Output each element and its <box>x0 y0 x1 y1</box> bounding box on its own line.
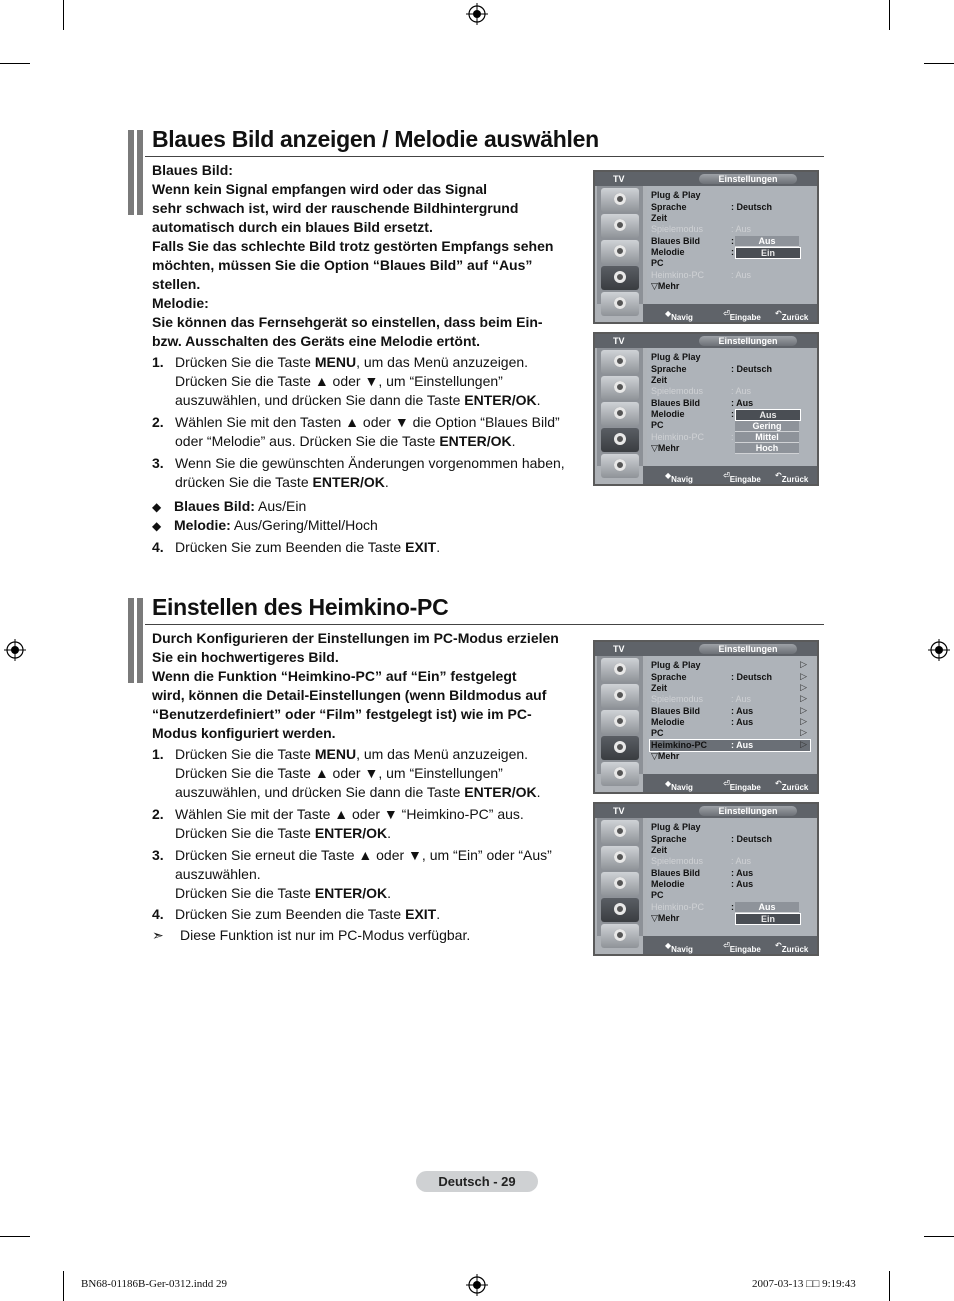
instruction-step <box>152 538 572 557</box>
step-text: Wenn Sie die gewünschten Änderungen vorgenommen haben, drücken Sie die Taste ENTER/OK. <box>175 455 565 490</box>
menu-row <box>651 845 667 856</box>
menu-title: Einstellungen <box>699 644 797 654</box>
menu-row-label: ▽Mehr <box>651 751 680 761</box>
menu-row <box>651 409 685 420</box>
menu-row-label: ▽Mehr <box>651 443 680 453</box>
menu-sidebar <box>597 818 643 936</box>
menu-category-icon <box>601 402 639 426</box>
menu-category-icon <box>601 658 639 682</box>
menu-option: Aus <box>735 409 801 421</box>
menu-row <box>651 751 679 762</box>
menu-row-label: PC <box>651 420 664 430</box>
menu-header-bar <box>595 334 817 348</box>
step-text: Wählen Sie mit der Taste ▲ oder ▼ “Heimkino-PC” aus. Drücken Sie die Taste ENTER/OK. <box>175 806 524 841</box>
menu-category-icon <box>601 376 639 400</box>
menu-row-label: Zeit <box>651 683 668 693</box>
enter-label: Eingabe <box>729 945 761 954</box>
menu-option: Mittel <box>735 432 799 443</box>
menu-row-value: : Aus <box>731 706 754 716</box>
intro-line: sehr schwach ist, wird der rauschende Bildhintergrund <box>152 200 519 216</box>
menu-row <box>651 902 704 913</box>
menu-category-icon <box>601 266 639 290</box>
instruction-step <box>152 353 572 410</box>
menu-option: Gering <box>735 421 799 432</box>
diamond-icon: ◆ <box>152 519 162 533</box>
menu-row <box>651 890 664 901</box>
intro-line: automatisch durch ein blaues Bild ersetzt. <box>152 219 433 235</box>
menu-row-label: Heimkino-PC <box>651 270 705 280</box>
option-bullet <box>152 497 306 517</box>
enter-hint: ⏎ Eingabe <box>723 309 761 322</box>
intro-line: Blaues Bild: <box>152 162 233 178</box>
nav-hint: ◆ Navig <box>665 779 693 792</box>
menu-category-icon <box>601 762 639 786</box>
back-hint: ↶ Zurück <box>775 941 809 954</box>
menu-row <box>651 694 703 705</box>
intro-line: Falls Sie das schlechte Bild trotz gestörten Empfangs sehen <box>152 238 554 254</box>
section-divider <box>145 156 824 157</box>
back-label: Zurück <box>781 475 809 484</box>
menu-category-icon <box>601 214 639 238</box>
step-number: 4. <box>152 539 164 555</box>
menu-row <box>651 364 687 375</box>
menu-row-value: : Aus <box>731 224 752 234</box>
back-hint: ↶ Zurück <box>775 471 809 484</box>
registration-mark-icon <box>466 3 488 25</box>
menu-row <box>651 660 701 671</box>
intro-line: Durch Konfigurieren der Einstellungen im PC-Modus erzielen <box>152 630 559 646</box>
tv-menu-screenshot <box>593 332 819 486</box>
menu-row <box>651 728 664 739</box>
menu-row-value: : Deutsch <box>731 834 773 844</box>
menu-row-value: : Deutsch <box>731 672 773 682</box>
intro-line: Sie können das Fernsehgerät so einstellen, dass beim Ein- <box>152 314 543 330</box>
submenu-arrow-icon: ▷ <box>800 716 807 726</box>
menu-row <box>651 375 667 386</box>
menu-row <box>651 213 667 224</box>
crop-mark <box>63 0 64 30</box>
menu-category-icon <box>601 846 639 870</box>
submenu-arrow-icon: ▷ <box>800 739 807 749</box>
intro-line: Sie ein hochwertigeres Bild. <box>152 649 339 665</box>
menu-category-icon <box>601 820 639 844</box>
menu-row <box>651 868 700 879</box>
menu-row-label: Blaues Bild <box>651 398 701 408</box>
menu-category-icon <box>601 872 639 896</box>
menu-row <box>651 247 685 258</box>
menu-body <box>647 348 813 466</box>
menu-row <box>651 386 703 397</box>
menu-row-value: : Deutsch <box>731 364 773 374</box>
note-arrow-icon: ➣ <box>152 927 164 943</box>
menu-row <box>651 281 679 292</box>
menu-row-label: Melodie <box>651 247 685 257</box>
section-title: Blaues Bild anzeigen / Melodie auswählen <box>152 126 599 152</box>
step-text: Wählen Sie mit den Tasten ▲ oder ▼ die Option “Blaues Bild” oder “Melodie” aus. Drücken Sie die Taste ENTER/OK. <box>175 414 560 449</box>
menu-row <box>651 190 701 201</box>
intro-line: Wenn kein Signal empfangen wird oder das Signal <box>152 181 488 197</box>
step-text: Drücken Sie die Taste MENU, um das Menü anzuzeigen. Drücken Sie die Taste ▲ oder ▼, um “Einstellungen” auszuwählen, und drücken Sie dann die Taste ENTER/OK. <box>175 354 541 408</box>
menu-category-icon <box>601 710 639 734</box>
menu-row-value: : Aus <box>731 868 754 878</box>
intro-line: bzw. Ausschalten des Geräts eine Melodie ertönt. <box>152 333 481 349</box>
menu-row-label: Plug & Play <box>651 190 701 200</box>
menu-footer-bar <box>643 936 817 954</box>
menu-row-label: Sprache <box>651 364 687 374</box>
menu-row-label: Melodie <box>651 409 685 419</box>
menu-category-icon <box>601 684 639 708</box>
intro-line: möchten, müssen Sie die Option “Blaues Bild” auf “Aus” <box>152 257 533 273</box>
tv-label: TV <box>613 336 625 346</box>
section-divider <box>145 624 824 625</box>
menu-row-label: Plug & Play <box>651 352 701 362</box>
menu-footer-bar <box>643 304 817 322</box>
menu-row-value: : <box>731 432 734 442</box>
submenu-arrow-icon: ▷ <box>800 671 807 681</box>
menu-option: Aus <box>735 236 799 247</box>
menu-row-label: Melodie <box>651 717 685 727</box>
intro-line: stellen. <box>152 276 201 292</box>
menu-row-label: Heimkino-PC <box>651 740 708 750</box>
menu-row-label: Sprache <box>651 672 687 682</box>
menu-row-label: Blaues Bild <box>651 706 701 716</box>
menu-row <box>651 420 664 431</box>
menu-row-label: Sprache <box>651 834 687 844</box>
diamond-icon: ◆ <box>152 500 162 514</box>
page-number: Deutsch - 29 <box>416 1171 538 1192</box>
registration-mark-icon <box>928 639 950 661</box>
section-title: Einstellen des Heimkino-PC <box>152 594 449 620</box>
menu-sidebar <box>597 186 643 304</box>
step-number: 2. <box>152 414 164 430</box>
menu-row <box>651 224 703 235</box>
menu-category-icon <box>601 350 639 374</box>
intro-line: wird, können die Detail-Einstellungen (wenn Bildmodus auf <box>152 687 547 703</box>
menu-option: Aus <box>735 902 799 913</box>
instruction-step <box>152 805 572 843</box>
step-text: Drücken Sie zum Beenden die Taste EXIT. <box>175 539 441 555</box>
intro-line: “Benutzerdefiniert” oder “Film” festgelegt ist) wie im PC- <box>152 706 532 722</box>
instruction-step <box>152 846 572 903</box>
menu-row-label: PC <box>651 258 664 268</box>
back-label: Zurück <box>781 945 809 954</box>
menu-row-value: : <box>731 409 734 419</box>
menu-option: Ein <box>735 913 801 925</box>
intro-line: Modus konfiguriert werden. <box>152 725 336 741</box>
crop-mark <box>924 63 954 64</box>
menu-row <box>651 717 685 728</box>
menu-row-value: : Deutsch <box>731 202 773 212</box>
submenu-arrow-icon: ▷ <box>800 705 807 715</box>
menu-row-value: : Aus <box>731 717 754 727</box>
menu-category-icon <box>601 736 639 760</box>
step-number: 3. <box>152 455 164 471</box>
menu-title: Einstellungen <box>699 336 797 346</box>
crop-mark <box>63 1271 64 1301</box>
nav-label: Navig <box>671 783 693 792</box>
menu-row <box>651 202 687 213</box>
back-label: Zurück <box>781 313 809 322</box>
back-label: Zurück <box>781 783 809 792</box>
enter-hint: ⏎ Eingabe <box>723 941 761 954</box>
menu-footer-bar <box>643 466 817 484</box>
crop-mark <box>889 1271 890 1301</box>
menu-row <box>651 672 687 683</box>
submenu-arrow-icon: ▷ <box>800 682 807 692</box>
menu-row-value: : <box>731 247 734 257</box>
menu-row-label: Plug & Play <box>651 660 701 670</box>
instruction-step <box>152 745 572 802</box>
menu-row <box>651 834 687 845</box>
note <box>152 926 470 945</box>
step-number: 4. <box>152 906 164 922</box>
step-text: Drücken Sie erneut die Taste ▲ oder ▼, um “Ein” oder “Aus” auszuwählen. Drücken Sie die Taste ENTER/OK. <box>175 847 552 901</box>
nav-hint: ◆ Navig <box>665 941 693 954</box>
menu-row <box>651 913 679 924</box>
menu-row <box>651 236 700 247</box>
menu-row <box>651 706 700 717</box>
menu-row-label: ▽Mehr <box>651 913 680 923</box>
intro-text <box>152 629 572 743</box>
menu-category-icon <box>601 898 639 922</box>
menu-category-icon <box>601 924 639 948</box>
menu-row-value: : <box>731 902 734 912</box>
menu-category-icon <box>601 240 639 264</box>
crop-mark <box>0 63 30 64</box>
nav-hint: ◆ Navig <box>665 309 693 322</box>
submenu-arrow-icon: ▷ <box>800 727 807 737</box>
tv-label: TV <box>613 174 625 184</box>
enter-label: Eingabe <box>729 783 761 792</box>
print-date: 2007-03-13 □□ 9:19:43 <box>752 1278 856 1290</box>
registration-mark-icon <box>466 1274 488 1296</box>
menu-category-icon <box>601 292 639 316</box>
menu-row-label: Zeit <box>651 375 668 385</box>
instruction-step <box>152 454 572 492</box>
menu-row-label: Heimkino-PC <box>651 432 705 442</box>
crop-mark <box>924 1236 954 1237</box>
menu-row <box>651 258 664 269</box>
menu-row-value: : Aus <box>731 386 752 396</box>
bullet-label: Blaues Bild: <box>174 498 255 514</box>
enter-label: Eingabe <box>729 313 761 322</box>
menu-row-label: Zeit <box>651 213 668 223</box>
menu-row <box>651 879 685 890</box>
menu-category-icon <box>601 188 639 212</box>
intro-text <box>152 161 572 351</box>
option-bullet <box>152 516 378 536</box>
menu-row <box>651 398 700 409</box>
tv-menu-screenshot <box>593 640 819 794</box>
menu-row <box>651 856 703 867</box>
back-hint: ↶ Zurück <box>775 779 809 792</box>
menu-row-label: ▽Mehr <box>651 281 680 291</box>
menu-option: Hoch <box>735 443 799 454</box>
bullet-label: Melodie: <box>174 517 231 533</box>
menu-row-label: Sprache <box>651 202 687 212</box>
menu-row <box>651 352 701 363</box>
submenu-arrow-icon: ▷ <box>800 659 807 669</box>
menu-title: Einstellungen <box>699 174 797 184</box>
menu-row <box>651 432 704 443</box>
menu-row <box>651 822 701 833</box>
menu-row-value: : Aus <box>731 270 752 280</box>
crop-mark <box>0 1236 30 1237</box>
back-hint: ↶ Zurück <box>775 309 809 322</box>
menu-row-value: : Aus <box>731 740 754 750</box>
menu-row <box>651 270 704 281</box>
menu-row-label: Plug & Play <box>651 822 701 832</box>
registration-mark-icon <box>4 639 26 661</box>
nav-hint: ◆ Navig <box>665 471 693 484</box>
menu-row-label: Spielemodus <box>651 224 704 234</box>
tv-menu-screenshot <box>593 802 819 956</box>
menu-row-value: : Aus <box>731 694 752 704</box>
menu-category-icon <box>601 428 639 452</box>
instruction-step <box>152 905 572 924</box>
tv-label: TV <box>613 806 625 816</box>
file-info: BN68-01186B-Ger-0312.indd 29 <box>81 1278 228 1290</box>
enter-label: Eingabe <box>729 475 761 484</box>
step-text: Drücken Sie zum Beenden die Taste EXIT. <box>175 906 441 922</box>
step-number: 1. <box>152 354 164 370</box>
menu-option: Ein <box>735 247 801 259</box>
step-number: 3. <box>152 847 164 863</box>
menu-body <box>647 656 813 774</box>
enter-hint: ⏎ Eingabe <box>723 779 761 792</box>
menu-sidebar <box>597 348 643 466</box>
tv-label: TV <box>613 644 625 654</box>
tv-menu-screenshot <box>593 170 819 324</box>
menu-row <box>651 443 679 454</box>
menu-row-label: PC <box>651 890 664 900</box>
menu-row <box>651 683 667 694</box>
menu-row-value: : Aus <box>731 856 752 866</box>
menu-row <box>651 740 707 751</box>
enter-hint: ⏎ Eingabe <box>723 471 761 484</box>
menu-row-label: Blaues Bild <box>651 236 701 246</box>
menu-category-icon <box>601 454 639 478</box>
menu-row-label: PC <box>651 728 664 738</box>
intro-line: Melodie: <box>152 295 209 311</box>
nav-label: Navig <box>671 475 693 484</box>
menu-row-label: Spielemodus <box>651 386 704 396</box>
menu-header-bar <box>595 642 817 656</box>
menu-row-value: : Aus <box>731 398 754 408</box>
menu-row-label: Zeit <box>651 845 668 855</box>
section-bar <box>128 130 134 215</box>
menu-sidebar <box>597 656 643 774</box>
bullet-value: Aus/Gering/Mittel/Hoch <box>230 517 378 533</box>
section-bar <box>128 598 134 683</box>
menu-row-label: Melodie <box>651 879 685 889</box>
intro-line: Wenn die Funktion “Heimkino-PC” auf “Ein” festgelegt <box>152 668 517 684</box>
menu-row-label: Spielemodus <box>651 694 704 704</box>
instruction-step <box>152 413 572 451</box>
nav-label: Navig <box>671 313 693 322</box>
menu-row-label: Heimkino-PC <box>651 902 705 912</box>
menu-header-bar <box>595 172 817 186</box>
menu-row-label: Spielemodus <box>651 856 704 866</box>
menu-body <box>647 186 813 304</box>
menu-header-bar <box>595 804 817 818</box>
menu-row-value: : <box>731 236 734 246</box>
section-bar <box>137 598 143 683</box>
menu-row-value: : Aus <box>731 879 754 889</box>
step-number: 2. <box>152 806 164 822</box>
section-bar <box>137 130 143 215</box>
menu-footer-bar <box>643 774 817 792</box>
nav-label: Navig <box>671 945 693 954</box>
crop-mark <box>889 0 890 30</box>
menu-title: Einstellungen <box>699 806 797 816</box>
menu-body <box>647 818 813 936</box>
bullet-value: Aus/Ein <box>254 498 307 514</box>
submenu-arrow-icon: ▷ <box>800 693 807 703</box>
step-text: Drücken Sie die Taste MENU, um das Menü anzuzeigen. Drücken Sie die Taste ▲ oder ▼, um “Einstellungen” auszuwählen, und drücken Sie dann die Taste ENTER/OK. <box>175 746 541 800</box>
menu-row-label: Blaues Bild <box>651 868 701 878</box>
note-text: Diese Funktion ist nur im PC-Modus verfügbar. <box>180 927 471 943</box>
step-number: 1. <box>152 746 164 762</box>
